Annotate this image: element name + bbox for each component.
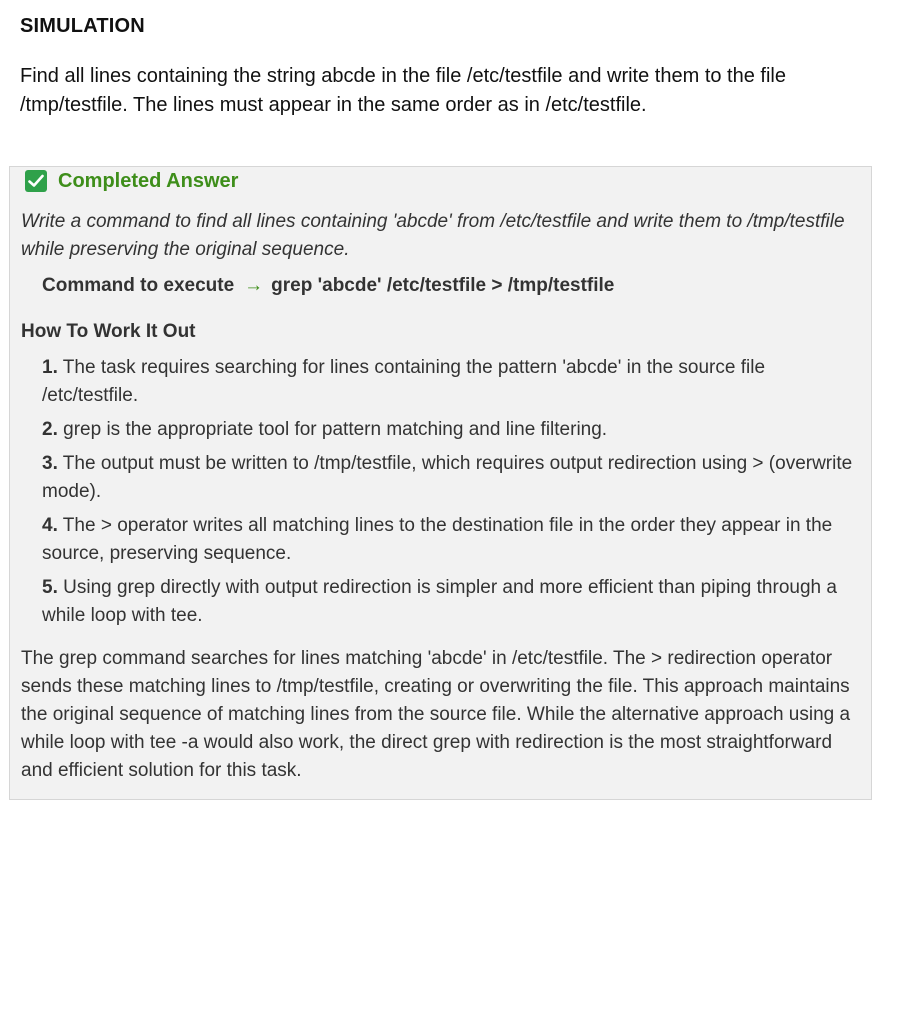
step-text: Using grep directly with output redirection is simpler and more efficient than piping through a while loop with tee. bbox=[42, 577, 837, 626]
step-item bbox=[42, 574, 864, 630]
step-number: 1. bbox=[42, 357, 58, 378]
answer-summary: The grep command searches for lines matching 'abcde' in /etc/testfile. The > redirection operator sends these matching lines to /tmp/testfile, creating or overwriting the file. This approach maintains the original sequence of matching lines from the source file. While the alternative approach using a while loop with tee -a would also work, the direct grep with redirection is the most straightforward and efficient solution for this task. bbox=[21, 648, 851, 781]
answer-panel bbox=[9, 166, 872, 800]
command-label: Command to execute bbox=[42, 275, 235, 296]
step-text: The task requires searching for lines containing the pattern 'abcde' in the source file /etc/testfile. bbox=[42, 357, 766, 406]
command-text: grep 'abcde' /etc/testfile > /tmp/testfile bbox=[271, 275, 615, 296]
check-icon bbox=[25, 170, 47, 192]
step-item bbox=[42, 450, 864, 506]
answer-header bbox=[25, 169, 238, 193]
command-line bbox=[42, 275, 614, 297]
steps-list bbox=[42, 354, 864, 636]
step-text: grep is the appropriate tool for pattern matching and line filtering. bbox=[63, 419, 608, 440]
answer-intro: Write a command to find all lines containing 'abcde' from /etc/testfile and write them to /tmp/testfile while preserving the original sequence. bbox=[21, 211, 845, 260]
step-text: The output must be written to /tmp/testfile, which requires output redirection using > (overwrite mode). bbox=[42, 453, 853, 502]
step-item bbox=[42, 416, 864, 444]
step-number: 4. bbox=[42, 515, 58, 536]
step-item bbox=[42, 512, 864, 568]
how-to-title: How To Work It Out bbox=[21, 321, 196, 342]
step-number: 3. bbox=[42, 453, 58, 474]
section-label: SIMULATION bbox=[20, 15, 145, 37]
step-number: 5. bbox=[42, 577, 58, 598]
answer-title: Completed Answer bbox=[58, 169, 239, 192]
step-item bbox=[42, 354, 864, 410]
arrow-right-icon: → bbox=[244, 275, 264, 296]
question-text: Find all lines containing the string abcde in the file /etc/testfile and write them to the file /tmp/testfile. The lines must appear in the same order as in /etc/testfile. bbox=[20, 65, 786, 116]
step-number: 2. bbox=[42, 419, 58, 440]
step-text: The > operator writes all matching lines to the destination file in the order they appear in the source, preserving sequence. bbox=[42, 515, 833, 564]
